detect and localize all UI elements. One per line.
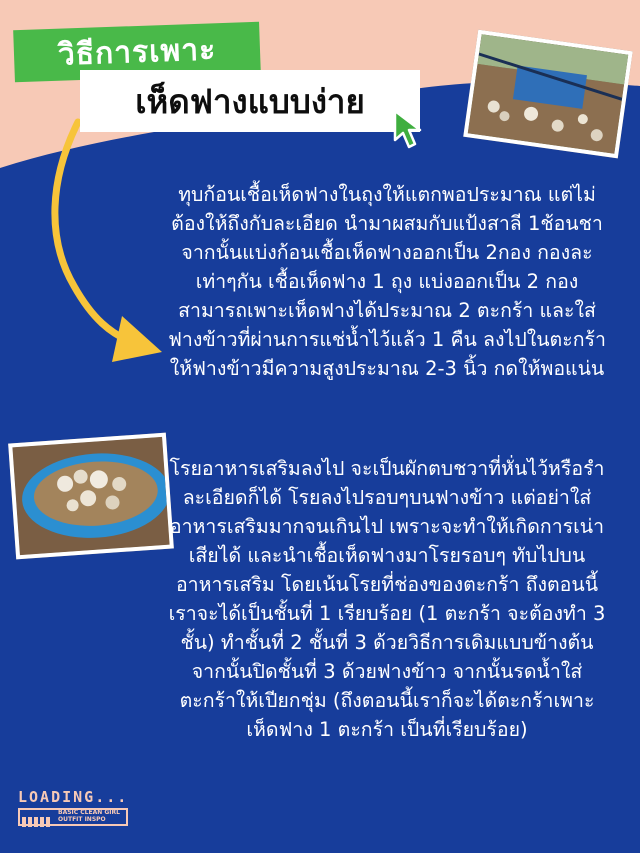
- logo-subtitle: [58, 809, 120, 823]
- logo-progress-blocks: [22, 812, 52, 831]
- logo-subtitle-line2: OUTFIT INSPO: [58, 816, 106, 823]
- mushroom-basket-photo: [8, 433, 174, 560]
- instruction-paragraph-1: ทุบก้อนเชื้อเห็ดฟางในถุงให้แตกพอประมาณ แต่ไม่ต้องให้ถึงกับละเอียด นำมาผสมกับแป้งสาลี 1ช้อนชา จากนั้นแบ่งก้อนเชื้อเห็ดฟางออกเป็น 2กอง กองละเท่าๆกัน เชื้อเห็ดฟาง 1 ถุง แบ่งออกเป็น 2 กอง สามารถเพาะเห็ดฟางได้ประมาณ 2 ตะกร้า และใส่ฟางข้าวที่ผ่านการแช่น้ำไว้แล้ว 1 คืน ลงไปในตะกร้า ให้ฟางข้าวมีความสูงประมาณ 2-3 นิ้ว กดให้พอแน่น: [168, 183, 606, 380]
- instruction-paragraph-2: โรยอาหารเสริมลงไป จะเป็นผักตบชวาที่หั่นไว้หรือรำละเอียดก็ได้ โรยลงไปรอบๆบนฟางข้าว แต่อย่าใส่อาหารเสริมมากจนเกินไป เพราะจะทำให้เกิดการเน่าเสียได้ และนำเชื้อเห็ดฟางมาโรยรอบๆ ทับไปบนอาหารเสริม โดยเน้นโรยที่ช่องของตะกร้า ถึงตอนนี้เราจะได้เป็นชั้นที่ 1 เรียบร้อย (1 ตะกร้า จะต้องทำ 3 ชั้น) ทำชั้นที่ 2 ชั้นที่ 3 ด้วยวิธีการเดิมแบบข้างต้น จากนั้นปิดชั้นที่ 3 ด้วยฟางข้าว จากนั้นรดน้ำใส่ตะกร้าให้เปียกชุ่ม (ถึงตอนนี้เราก็จะได้ตะกร้าเพาะเห็ดฟาง 1 ตะกร้า เป็นที่เรียบร้อย): [168, 457, 606, 741]
- logo-subtitle-line1: BASIC CLEAN GIRL: [58, 809, 120, 816]
- title-line2: เห็ดฟางแบบง่าย: [135, 81, 365, 121]
- brand-logo: [18, 788, 130, 834]
- title-line2-banner: [82, 72, 418, 130]
- cursor-arrow-icon: [392, 108, 426, 150]
- logo-main-text: LOADING...: [18, 788, 129, 806]
- mushroom-farm-photo: [463, 30, 633, 159]
- title-line1: วิธีการเพาะ: [57, 31, 217, 73]
